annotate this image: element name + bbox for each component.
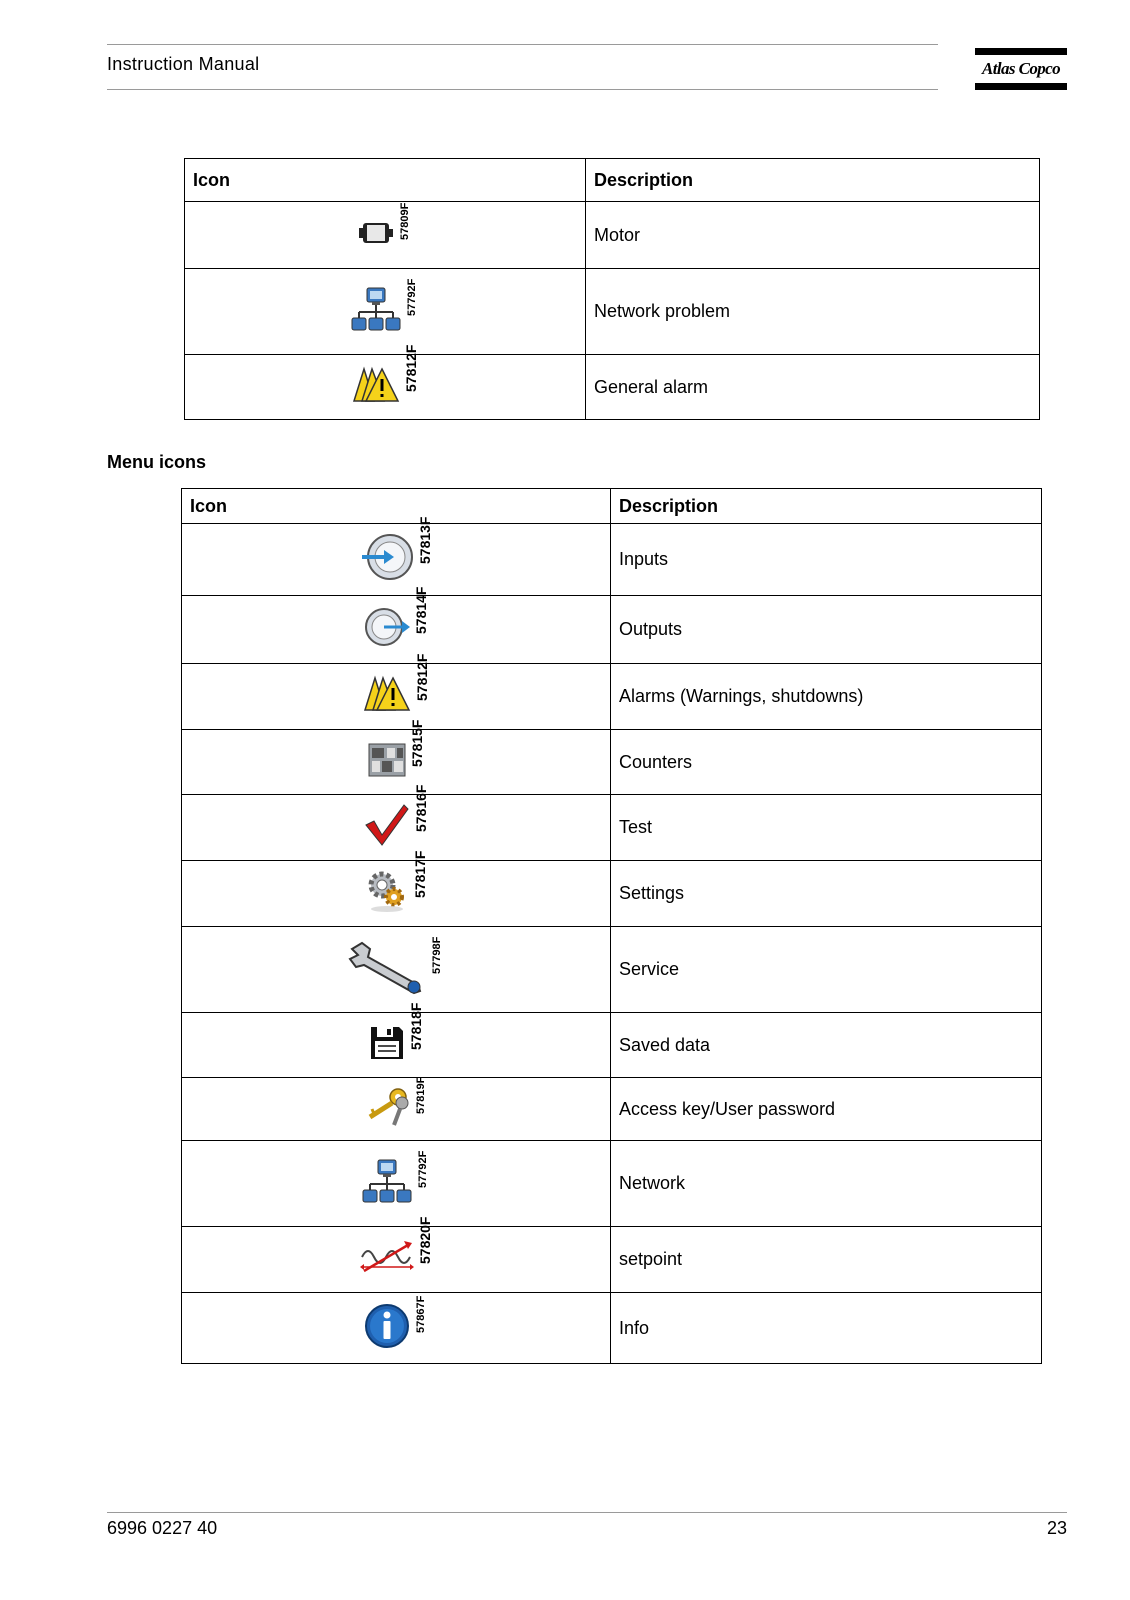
header-bottom-rule: [107, 89, 938, 90]
inputs-icon: [360, 532, 414, 582]
table-row: [185, 202, 1040, 269]
description-cell: setpoint: [611, 1227, 1042, 1293]
status-icons-table: [184, 158, 1040, 420]
description-cell: Outputs: [611, 596, 1042, 664]
icon-code: 57792F: [417, 1150, 429, 1188]
description-cell: Alarms (Warnings, shutdowns): [611, 664, 1042, 730]
table-row: [182, 1293, 1042, 1364]
page-number: 23: [1046, 1518, 1067, 1538]
counters-icon: [368, 742, 406, 778]
outputs-icon: [364, 605, 410, 649]
icon-code: 57812F: [414, 653, 430, 701]
description-cell: Counters: [611, 730, 1042, 795]
description-cell: Settings: [611, 861, 1042, 927]
description-cell: Inputs: [611, 524, 1042, 596]
document-number: 6996 0227 40: [107, 1518, 218, 1538]
description-cell: Service: [611, 927, 1042, 1013]
column-header-description: Description: [586, 159, 1040, 202]
setpoint-icon: [360, 1237, 414, 1277]
section-title: Menu icons: [107, 452, 207, 472]
network-icon: [351, 286, 401, 332]
keys-icon: [364, 1087, 410, 1127]
description-cell: Motor: [586, 202, 1040, 269]
table-row: [182, 596, 1042, 664]
floppy-disk-icon: [369, 1025, 405, 1061]
table-row: [182, 1078, 1042, 1141]
column-header-icon: Icon: [185, 159, 586, 202]
table-row: [185, 355, 1040, 420]
description-cell: Info: [611, 1293, 1042, 1364]
info-icon: [364, 1303, 410, 1349]
table-row: [182, 524, 1042, 596]
footer-rule: [107, 1512, 1067, 1513]
atlas-copco-logo: Atlas Copco: [975, 48, 1067, 94]
table-row: [182, 1141, 1042, 1227]
gears-icon: [365, 869, 409, 913]
column-header-description: Description: [611, 489, 1042, 524]
table-row: [182, 795, 1042, 861]
description-cell: Test: [611, 795, 1042, 861]
icon-code: 57798F: [431, 936, 443, 974]
icon-code: 57818F: [408, 1002, 424, 1050]
description-cell: General alarm: [586, 355, 1040, 420]
column-header-icon: Icon: [182, 489, 611, 524]
table-header-row: [182, 489, 1042, 524]
icon-code: 57817F: [412, 850, 428, 898]
motor-icon: [358, 219, 394, 247]
description-cell: Network problem: [586, 269, 1040, 355]
checkmark-icon: [364, 803, 410, 847]
icon-code: 57815F: [409, 719, 425, 767]
table-row: [185, 269, 1040, 355]
warning-triangles-icon: [352, 365, 400, 405]
icon-code: 57820F: [417, 1216, 433, 1264]
icon-code: 57812F: [403, 344, 419, 392]
icon-code: 57813F: [417, 516, 433, 564]
icon-code: 57792F: [406, 278, 418, 316]
description-cell: Network: [611, 1141, 1042, 1227]
icon-code: 57816F: [413, 784, 429, 832]
network-icon: [362, 1158, 412, 1204]
menu-icons-table: [181, 488, 1042, 1364]
table-header-row: [185, 159, 1040, 202]
header-top-rule: [107, 44, 938, 45]
table-row: [182, 664, 1042, 730]
table-row: [182, 1227, 1042, 1293]
table-row: [182, 730, 1042, 795]
header-title: Instruction Manual: [107, 54, 260, 74]
icon-code: 57809F: [399, 202, 411, 240]
icon-code: 57814F: [413, 586, 429, 634]
wrench-icon: [348, 939, 426, 995]
description-cell: Saved data: [611, 1013, 1042, 1078]
table-row: [182, 1013, 1042, 1078]
icon-code: 57867F: [415, 1295, 427, 1333]
description-cell: Access key/User password: [611, 1078, 1042, 1141]
icon-code: 57819F: [415, 1076, 427, 1114]
warning-triangles-icon: [363, 674, 411, 714]
table-row: [182, 861, 1042, 927]
table-row: [182, 927, 1042, 1013]
